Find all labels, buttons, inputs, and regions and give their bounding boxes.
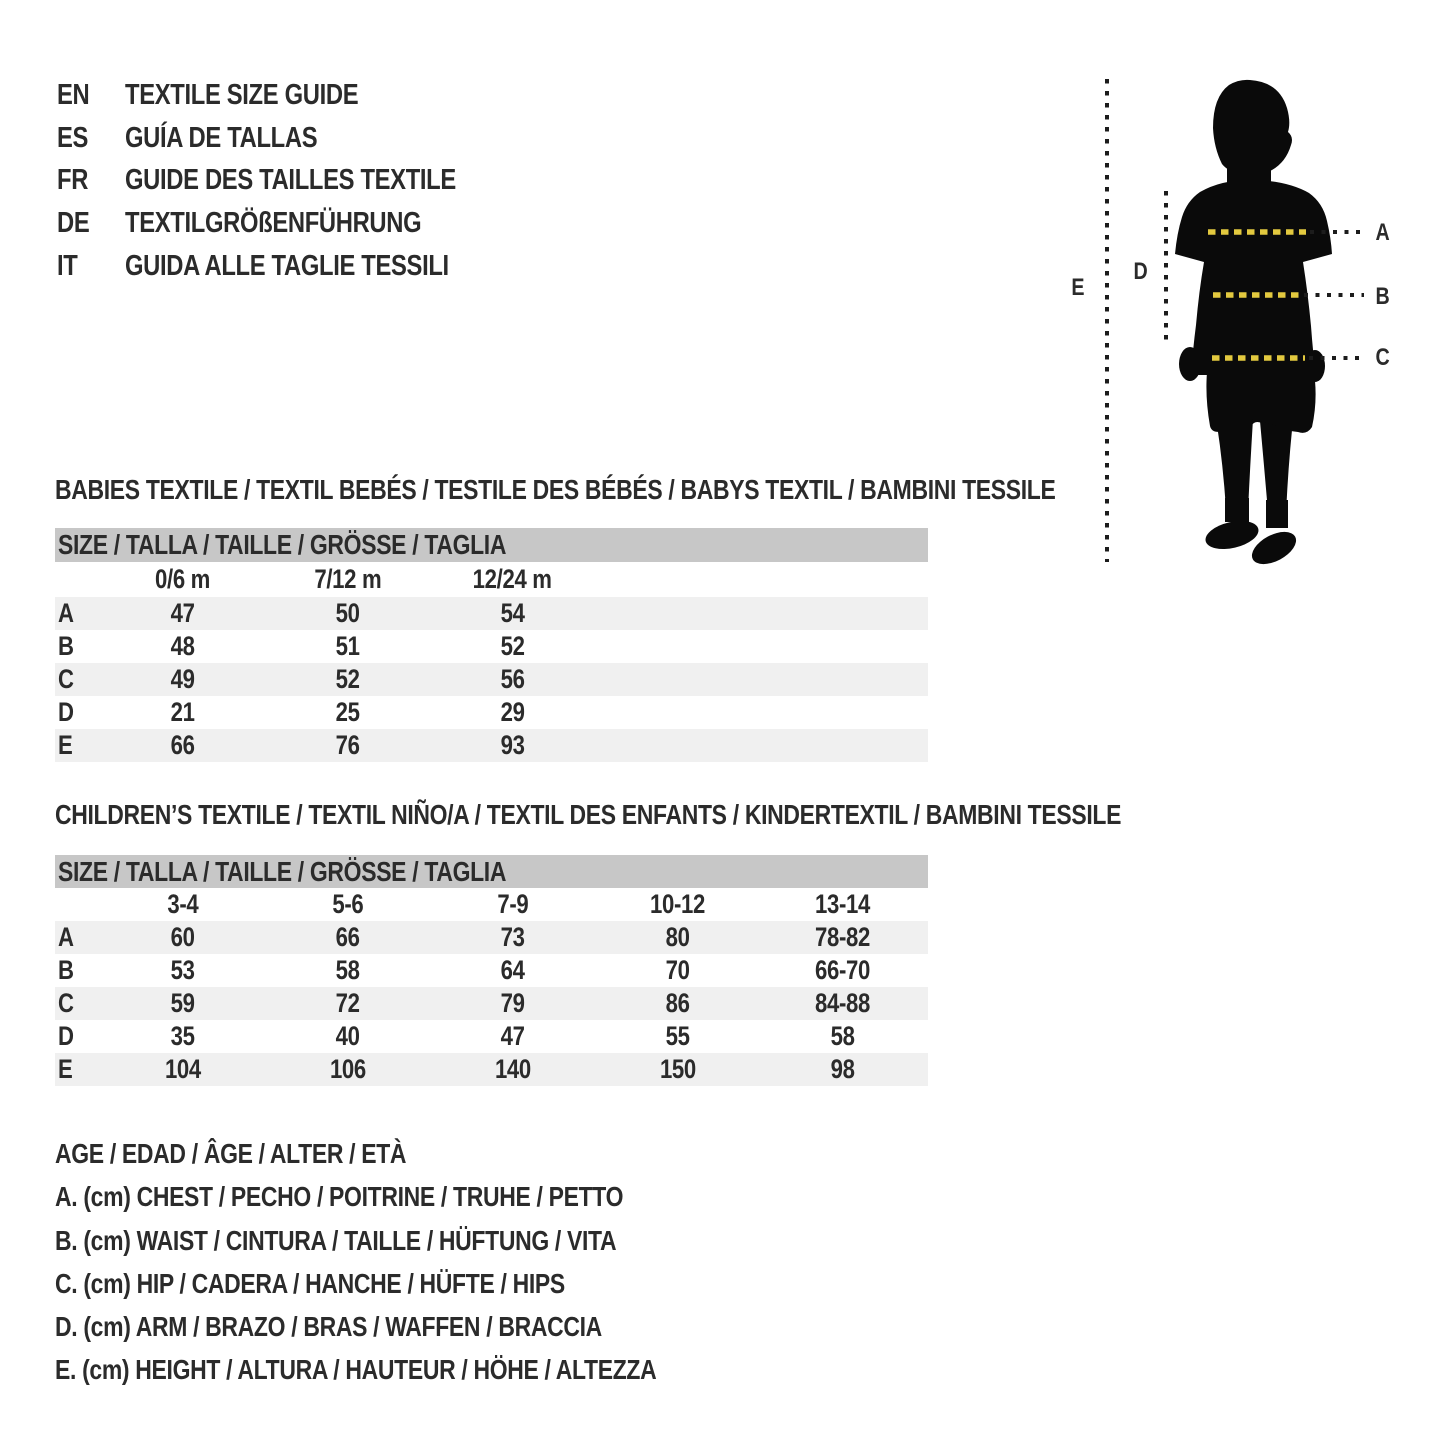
babies-section-title: BABIES TEXTILE / TEXTIL BEBÉS / TESTILE DES BÉBÉS / BABYS TEXTIL / BAMBINI TESSILE [55,474,1056,505]
diagram-label-chest: A [1375,219,1389,246]
row-label: E [58,730,73,760]
table-cell: 78-82 [815,922,870,952]
table-cell: 150 [659,1054,696,1084]
legend-line-chest: A. (cm) CHEST / PECHO / POITRINE / TRUHE / PETTO [55,1181,624,1213]
column-header: 3-4 [166,889,199,919]
table-cell: 86 [665,988,690,1018]
table-row [55,663,928,696]
table-cell: 73 [500,922,525,952]
table-cell: 80 [665,922,690,952]
table-row [55,1053,928,1086]
table-cell: 66-70 [815,955,870,985]
row-label: C [58,988,74,1018]
language-row-fr [57,160,529,203]
table-cell: 106 [329,1054,366,1084]
table-cell: 70 [665,955,690,985]
table-cell: 66 [335,922,360,952]
diagram-label-height: E [1071,274,1085,301]
table-cell: 93 [500,730,525,760]
language-title: GUÍA DE TALLAS [125,121,318,154]
table-cell: 51 [335,631,360,661]
table-row [55,729,928,762]
row-label: E [58,1054,73,1084]
column-header: 0/6 m [155,564,210,594]
language-title: TEXTILGRÖßENFÜHRUNG [125,207,422,240]
row-label: C [58,664,74,694]
table-cell: 49 [170,664,195,694]
table-cell: 54 [500,598,525,628]
table-cell: 35 [170,1021,195,1051]
table-cell: 60 [170,922,195,952]
language-title: GUIDE DES TAILLES TEXTILE [125,164,456,197]
table-cell: 52 [500,631,525,661]
row-label: A [58,922,74,952]
table-row [55,954,928,987]
language-row-en [57,74,529,117]
childrens-column-header-row [55,888,928,921]
legend-line-hip: C. (cm) HIP / CADERA / HANCHE / HÜFTE / HIPS [55,1267,565,1299]
table-cell: 40 [335,1021,360,1051]
babies-size-bar [55,528,928,562]
column-header: 5-6 [331,889,364,919]
language-code: IT [57,250,78,283]
row-label: D [58,1021,74,1051]
table-cell: 55 [665,1021,690,1051]
row-label: A [58,598,74,628]
diagram-label-arm: D [1133,258,1147,285]
table-cell: 48 [170,631,195,661]
table-cell: 79 [500,988,525,1018]
table-row [55,1020,928,1053]
table-row [55,630,928,663]
table-cell: 21 [170,697,195,727]
language-row-es [57,117,529,160]
column-header: 7/12 m [314,564,381,594]
language-code: FR [57,164,89,197]
silhouette-shirt [1175,180,1332,375]
row-label: B [58,955,74,985]
size-bar-label: SIZE / TALLA / TAILLE / GRÖSSE / TAGLIA [58,529,507,560]
language-row-it [57,245,529,288]
language-title: GUIDA ALLE TAGLIE TESSILI [125,250,449,283]
silhouette-shorts [1194,372,1316,433]
table-cell: 59 [170,988,195,1018]
legend-line-arm: D. (cm) ARM / BRAZO / BRAS / WAFFEN / BRACCIA [55,1311,602,1343]
table-row [55,921,928,954]
table-cell: 47 [170,598,195,628]
childrens-size-table [55,855,928,1086]
legend-line-waist: B. (cm) WAIST / CINTURA / TAILLE / HÜFTUNG / VITA [55,1224,617,1256]
table-cell: 104 [164,1054,201,1084]
size-bar-label: SIZE / TALLA / TAILLE / GRÖSSE / TAGLIA [58,855,507,887]
language-code: EN [57,78,90,111]
table-cell: 76 [335,730,360,760]
column-header: 12/24 m [473,564,552,594]
legend-line-height: E. (cm) HEIGHT / ALTURA / HAUTEUR / HÖHE / ALTEZZA [55,1354,657,1386]
table-cell: 64 [500,955,525,985]
language-title: TEXTILE SIZE GUIDE [125,78,359,111]
legend-line-age: AGE / EDAD / ÂGE / ALTER / ETÀ [55,1138,407,1169]
table-cell: 25 [335,697,360,727]
table-cell: 53 [170,955,195,985]
diagram-label-hip: C [1375,344,1389,371]
language-code: DE [57,207,90,240]
babies-size-table [55,528,928,762]
table-cell: 84-88 [815,988,870,1018]
table-cell: 66 [170,730,195,760]
column-header: 10-12 [650,889,705,919]
table-row [55,696,928,729]
column-header: 7-9 [496,889,529,919]
table-row [55,987,928,1020]
table-cell: 58 [830,1021,855,1051]
row-label: B [58,631,74,661]
table-cell: 56 [500,664,525,694]
table-cell: 98 [830,1054,855,1084]
table-cell: 52 [335,664,360,694]
childrens-section-title: CHILDREN’S TEXTILE / TEXTIL NIÑO/A / TEXTIL DES ENFANTS / KINDERTEXTIL / BAMBINI TESSILE [55,799,1122,830]
silhouette-left-hand [1179,347,1201,381]
table-cell: 140 [494,1054,531,1084]
silhouette-left-shoe [1203,516,1261,553]
babies-column-header-row [55,562,928,597]
language-header [57,74,529,288]
childrens-size-bar [55,855,928,888]
language-row-de [57,202,529,245]
table-cell: 58 [335,955,360,985]
row-label: D [58,697,74,727]
table-cell: 72 [335,988,360,1018]
table-cell: 29 [500,697,525,727]
table-row [55,597,928,630]
language-code: ES [57,121,89,154]
table-cell: 47 [500,1021,525,1051]
silhouette-head [1213,80,1292,175]
measurement-legend [55,1140,788,1400]
column-header: 13-14 [815,889,870,919]
table-cell: 50 [335,598,360,628]
diagram-label-waist: B [1375,283,1389,310]
